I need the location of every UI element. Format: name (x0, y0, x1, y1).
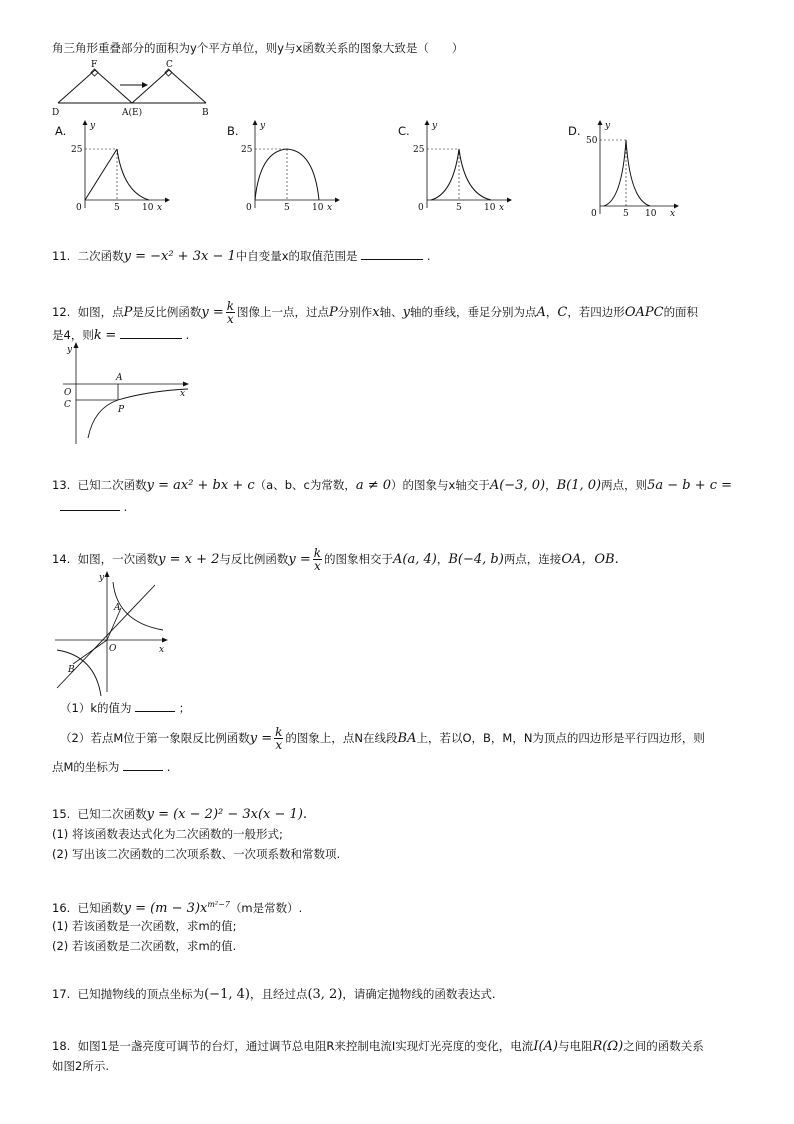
q15-sub-1: (1) 将该函数表达式化为二次函数的一般形式; (52, 827, 283, 841)
q11-text: 二次函数 (77, 249, 124, 263)
option-a-tick-10: 10 (142, 203, 154, 213)
question-18 (52, 1038, 704, 1055)
q14-fig-b: B (68, 665, 75, 675)
option-c-letter[interactable]: C. (398, 124, 410, 138)
q12-y-axis: y (402, 305, 410, 320)
q14-fraction (313, 547, 322, 572)
q16-sub-1: (1) 若该函数是一次函数，求m的值; (52, 919, 237, 933)
q12-number: 12. (52, 305, 71, 319)
option-b-x-label: x (327, 203, 333, 213)
q12-fig-x: x (180, 389, 186, 399)
q14-part-2-text-2: 的图象上，点N在线段 (285, 731, 398, 745)
q12-fig-y: y (67, 345, 73, 355)
q12-text-3: 图像上一点，过点 (237, 305, 330, 319)
question-17 (52, 986, 496, 1003)
q14-part-2-text-1: （2）若点M位于第一象限反比例函数 (60, 731, 250, 745)
option-b-letter[interactable]: B. (227, 124, 239, 138)
q14-text-2: 与反比例函数 (219, 552, 289, 566)
q12-text-8: 的面积 (663, 305, 699, 319)
q12-text-1: 如图，点 (77, 305, 124, 319)
option-d-ymax: 50 (586, 136, 598, 146)
q12-figure (58, 342, 198, 447)
option-b-graph[interactable] (233, 118, 348, 213)
q14-sep: ， (436, 552, 449, 566)
q12-fraction (226, 300, 235, 325)
option-c-tick-0: 0 (418, 203, 424, 213)
option-a-letter[interactable]: A. (55, 124, 67, 138)
q14-point-b: B(−4, b) (448, 552, 504, 567)
option-c-ymax: 25 (413, 145, 425, 155)
option-c-y-label: y (432, 121, 438, 131)
q14-fig-x: x (159, 645, 165, 655)
q14-number: 14. (52, 552, 71, 566)
q10-triangle-figure (50, 58, 220, 122)
q12-y-eq: y = (201, 305, 224, 320)
q13-end: . (123, 500, 128, 514)
q12-line2-text: 是4，则 (52, 328, 94, 342)
q12-var-p: P (123, 305, 133, 320)
question-12: 12. 如图，点P是反比例函数y = $\frac{k}{x}$ 图像上一点，过点P分别作x轴、y轴的垂线，垂足分别为点A，C，若四边形OAPC的面积 (52, 299, 699, 326)
q16-text-2: （m是常数）. (229, 900, 303, 915)
q14-frac-den: x (314, 559, 321, 573)
q13-condition: a ≠ 0 (355, 478, 392, 493)
option-b-tick-10: 10 (312, 203, 324, 213)
q17-text-3: ，请确定抛物线的函数表达式. (342, 987, 496, 1001)
q14-part-2-y-eq: y = (249, 731, 273, 746)
option-d-graph[interactable] (578, 118, 693, 218)
option-c-graph[interactable] (405, 118, 520, 213)
option-d-tick-5: 5 (623, 209, 629, 219)
q13-point-a: A(−3, 0) (489, 478, 546, 493)
q13-number: 13. (52, 478, 71, 492)
option-a-ymax: 25 (71, 145, 83, 155)
q13-line-2 (60, 499, 127, 515)
q14-fig-y: y (99, 573, 105, 583)
q16-number: 16. (52, 900, 71, 915)
q14-part-2-text-3: 上，若以O，B，M，N为顶点的四边形是平行四边形，则 (416, 731, 705, 745)
q14-text-3: 的图象相交于 (324, 552, 394, 566)
q12-text-7: ，若四边形 (567, 305, 625, 319)
q12-fig-o: O (64, 388, 72, 398)
q18-text-1: 如图1是一盏亮度可调节的台灯，通过调节总电阻R来控制电流I实现灯光亮度的变化，电流 (77, 1039, 534, 1053)
q13-answer-blank[interactable] (60, 500, 120, 511)
q15-text: 已知二次函数 (77, 807, 147, 821)
q14-part-2-fraction (274, 726, 283, 751)
q12-frac-den: x (226, 312, 234, 326)
q14-part-2-blank[interactable] (123, 760, 163, 771)
q17-text-1: 已知抛物线的顶点坐标为 (77, 987, 205, 1001)
q14-part-1-text: （1）k的值为 (60, 701, 132, 715)
q17-number: 17. (52, 987, 71, 1001)
q17-point: (3, 2) (307, 987, 343, 1002)
q14-part-2-line-2 (52, 759, 170, 775)
q14-part-1-end: ； (178, 701, 191, 715)
option-d-letter[interactable]: D. (568, 124, 581, 138)
option-a-tick-5: 5 (114, 203, 120, 213)
q14-figure (55, 570, 175, 695)
q17-vertex: (−1, 4) (204, 987, 250, 1002)
q14-part-2-frac-den: x (275, 738, 283, 752)
q18-text-3: 之间的函数关系 (623, 1039, 704, 1053)
q12-fig-a: A (116, 373, 123, 383)
q13-expression: y = ax² + bx + c (146, 478, 255, 493)
q12-x-axis: x (372, 305, 380, 320)
option-b-y-label: y (260, 121, 266, 131)
q14-part-2-text-4: 点M的坐标为 (52, 760, 120, 774)
q14-y-eq: y = (288, 552, 311, 567)
q12-var-p2: P (329, 305, 338, 320)
q14-part-1-blank[interactable] (135, 701, 175, 712)
q14-point-a: A(a, 4) (393, 552, 437, 567)
q14-part-2-end: . (166, 760, 171, 774)
q14-text-1: 如图，一次函数 (77, 552, 159, 566)
q13-text-4: 两点，则 (601, 478, 648, 492)
option-c-x-label: x (499, 203, 505, 213)
q15-number: 15. (52, 807, 71, 821)
option-a-x-label: x (157, 203, 163, 213)
q12-fig-p: P (118, 405, 125, 415)
q12-text-6: 轴的垂线，垂足分别为点 (409, 305, 537, 319)
option-a-tick-0: 0 (76, 203, 82, 213)
q13-text-2: （a、b、c为常数， (254, 478, 356, 492)
q14-fig-o: O (109, 644, 117, 654)
q12-text-2: 是反比例函数 (132, 305, 202, 319)
question-15 (52, 806, 307, 823)
q17-text-2: ，且经过点 (249, 987, 308, 1001)
q12-answer-blank[interactable] (120, 328, 182, 339)
q15-expression: y = (x − 2)² − 3x(x − 1). (146, 807, 308, 822)
q14-part-2 (60, 724, 705, 753)
option-d-x-label: x (670, 209, 676, 219)
q14-segments: OA，OB. (561, 552, 619, 567)
q12-text-5: 轴、 (379, 305, 403, 319)
q12-eq: = (105, 328, 117, 343)
q13-expression-2: 5a − b + c = (647, 478, 733, 493)
q14-part-1 (60, 700, 190, 716)
q16-exponent: m²−7 (207, 900, 230, 909)
q18-line-2: 如图2所示. (52, 1059, 109, 1073)
q18-current: I(A) (533, 1039, 558, 1054)
q10-label-f: F (91, 60, 98, 70)
q18-resistance: R(Ω) (592, 1039, 624, 1054)
q10-label-b: B (202, 108, 209, 118)
q10-label-d: D (52, 108, 60, 118)
option-a-graph[interactable] (60, 118, 175, 213)
q14-linear: y = x + 2 (158, 552, 220, 567)
q11-expression: y = −x² + 3x − 1 (123, 249, 236, 264)
q11-answer-blank[interactable] (361, 249, 423, 260)
q14-fig-a: A (114, 603, 121, 613)
q18-number: 18. (52, 1039, 71, 1053)
q18-text-2: 与电阻 (557, 1039, 593, 1053)
option-d-tick-10: 10 (645, 209, 657, 219)
option-b-tick-0: 0 (246, 203, 252, 213)
option-b-tick-5: 5 (284, 203, 290, 213)
q12-var-a: A (536, 305, 546, 320)
q12-var-c: C (557, 305, 568, 320)
q12-quad: OAPC (624, 305, 664, 320)
q13-text-1: 已知二次函数 (77, 478, 147, 492)
q10-stem: 角三角形重叠部分的面积为y个平方单位，则y与x函数关系的图象大致是（ ） (52, 41, 464, 55)
q12-k: k (93, 328, 102, 343)
option-d-y-label: y (605, 121, 611, 131)
question-11 (52, 248, 431, 265)
q16-sub-2: (2) 若该函数是二次函数，求m的值. (52, 939, 237, 953)
q16-expression: y = (m − 3)x (123, 900, 208, 916)
option-b-ymax: 25 (241, 145, 253, 155)
q13-point-b: B(1, 0) (556, 478, 602, 493)
option-c-tick-10: 10 (484, 203, 496, 213)
q12-fig-c: C (64, 400, 71, 410)
question-16 (52, 897, 302, 917)
q10-label-ae: A(E) (122, 108, 143, 118)
q13-text-3: ）的图象与x轴交于 (391, 478, 490, 492)
q14-text-4: 两点，连接 (503, 552, 562, 566)
q11-text-2: 中自变量x的取值范围是 (235, 249, 358, 263)
q13-sep: ， (545, 478, 557, 492)
option-a-y-label: y (90, 121, 96, 131)
q14-segment-ba: BA (397, 731, 417, 746)
q14-part-2-frac-num: k (275, 725, 283, 739)
q16-text: 已知函数 (77, 900, 124, 915)
q11-end: . (426, 249, 431, 263)
q14-frac-num: k (313, 546, 322, 560)
q12-frac-num: k (226, 299, 235, 313)
question-13 (52, 477, 732, 494)
q10-label-c: C (166, 60, 173, 70)
q15-sub-2: (2) 写出该二次函数的二次项系数、一次项系数和常数项. (52, 847, 341, 861)
option-d-tick-0: 0 (591, 209, 597, 219)
q12-end: . (185, 328, 190, 342)
q11-number: 11. (52, 249, 71, 263)
q12-text-4: 分别作 (337, 305, 373, 319)
option-c-tick-5: 5 (456, 203, 462, 213)
